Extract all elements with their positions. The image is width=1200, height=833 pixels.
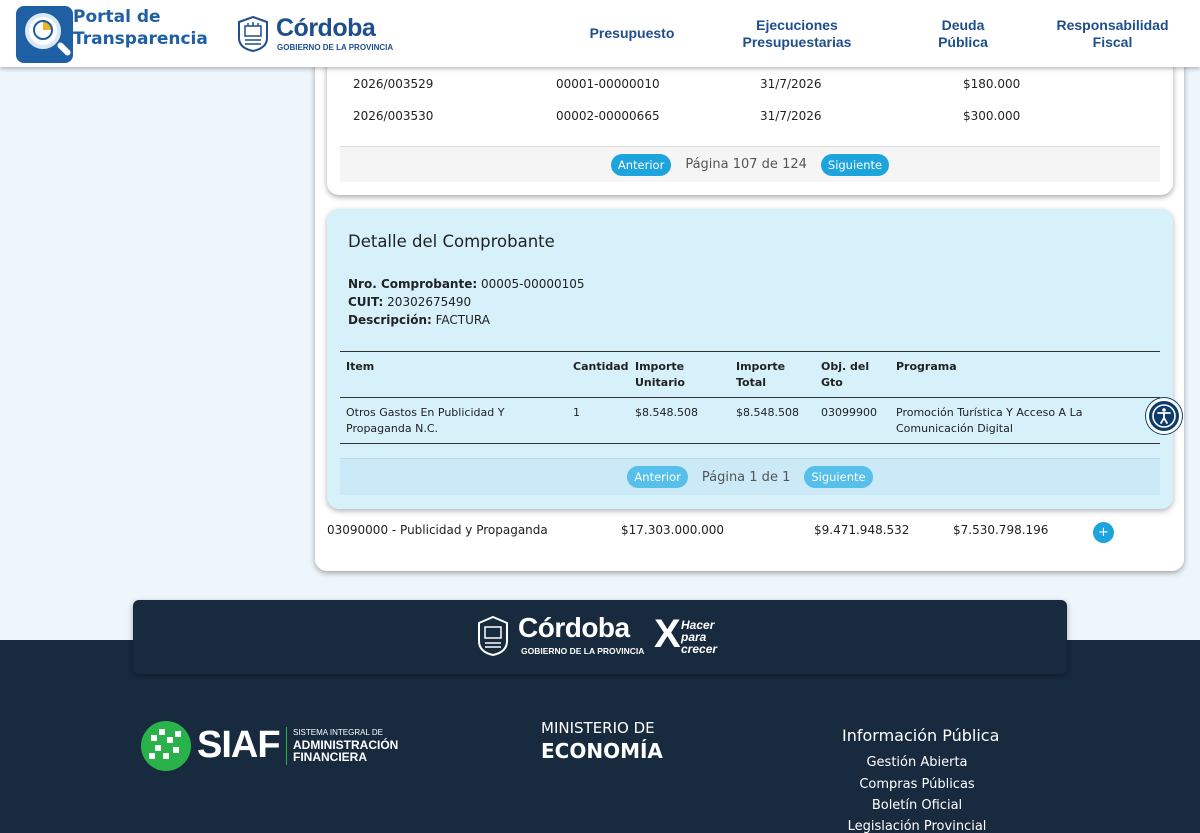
- footer-link-gestion-abierta[interactable]: Gestión Abierta: [866, 755, 968, 770]
- column-header-importe-unitario: Importe Unitario: [635, 360, 685, 389]
- siaf-line2: ADMINISTRACIÓN: [293, 738, 399, 752]
- nav-deuda-publica[interactable]: Deuda Pública: [938, 16, 988, 50]
- footer-link-legislacion-provincial[interactable]: Legislación Provincial: [847, 819, 987, 833]
- site-header: [0, 0, 1200, 67]
- summary-credito: $17.303.000.000: [621, 523, 725, 537]
- footer-link-boletin-oficial[interactable]: Boletín Oficial: [871, 798, 963, 813]
- accessibility-icon[interactable]: [1146, 398, 1182, 434]
- cordoba-crest-icon: [236, 16, 270, 52]
- list-pagination: [340, 146, 1160, 182]
- table-cell-obj: 03099900: [821, 406, 877, 419]
- detail-page-indicator: Página 1 de 1: [701, 469, 791, 485]
- detail-nro-comprobante: [348, 277, 585, 291]
- column-header-obj-gto: Obj. del Gto: [821, 360, 870, 389]
- siaf-line2-3: [293, 739, 398, 763]
- table-cell-comprobante: 00001-00000010: [556, 77, 660, 91]
- table-header-border: [340, 397, 1160, 398]
- table-cell-fecha: 31/7/2026: [760, 77, 822, 91]
- portal-logo-icon[interactable]: [16, 6, 73, 63]
- table-cell-unitario: $8.548.508: [635, 406, 698, 419]
- table-cell-expediente: 2026/003529: [353, 77, 434, 91]
- table-cell-comprobante: 00002-00000665: [556, 109, 660, 123]
- slogan-x-icon: X: [654, 612, 681, 656]
- footer-gov-name: Córdoba: [518, 612, 630, 643]
- nav-presupuesto[interactable]: Presupuesto: [589, 25, 675, 41]
- table-bottom-border: [340, 443, 1160, 444]
- gov-subtitle: GOBIERNO DE LA PROVINCIA: [277, 43, 394, 52]
- cuit-label: CUIT:: [348, 295, 384, 309]
- next-page-button[interactable]: Siguiente: [821, 154, 889, 176]
- page-indicator: Página 107 de 124: [685, 157, 807, 172]
- siaf-line1: SISTEMA INTEGRAL DE: [293, 728, 383, 737]
- detail-cuit: [348, 295, 471, 309]
- table-cell-cantidad: 1: [573, 406, 580, 419]
- detail-prev-page-button[interactable]: Anterior: [627, 466, 687, 488]
- nro-value: 00005-00000105: [480, 277, 585, 291]
- detail-title: Detalle del Comprobante: [348, 232, 555, 251]
- prev-page-button[interactable]: Anterior: [611, 154, 671, 176]
- column-header-programa: Programa: [896, 360, 957, 373]
- table-cell-total: $8.548.508: [736, 406, 799, 419]
- footer-link-compras-publicas[interactable]: Compras Públicas: [859, 777, 975, 792]
- column-header-importe-total: Importe Total: [736, 360, 786, 389]
- table-cell-item: Otros Gastos En Publicidad Y Propaganda N.C.: [346, 406, 505, 435]
- summary-ejecutado: $9.471.948.532: [814, 523, 910, 537]
- desc-value: FACTURA: [435, 313, 490, 327]
- ministerio-name: ECONOMÍA: [541, 739, 663, 763]
- detail-descripcion: [348, 313, 490, 327]
- column-header-cantidad: Cantidad: [573, 360, 629, 373]
- footer-banner: [133, 600, 1067, 674]
- info-publica-title: Información Pública: [842, 726, 1000, 745]
- cuit-value: 20302675490: [387, 295, 472, 309]
- detail-pagination: [340, 458, 1160, 495]
- table-cell-programa: Promoción Turística Y Acceso A La Comunicación Digital: [896, 406, 1083, 435]
- footer-gov-subtitle: GOBIERNO DE LA PROVINCIA: [521, 646, 645, 656]
- detail-next-page-button[interactable]: Siguiente: [804, 466, 872, 488]
- ministerio-label: MINISTERIO DE: [541, 719, 655, 737]
- cordoba-crest-icon: [476, 616, 510, 656]
- nav-responsabilidad-fiscal[interactable]: Responsabilidad Fiscal: [1056, 16, 1169, 50]
- footer-slogan: Hacer para crecer: [681, 618, 718, 656]
- siaf-line3: FINANCIERA: [293, 750, 367, 764]
- gov-name: Córdoba: [276, 14, 376, 42]
- siaf-separator: [286, 727, 287, 765]
- siaf-name: SIAF: [197, 724, 280, 766]
- desc-label: Descripción:: [348, 313, 432, 327]
- nro-label: Nro. Comprobante:: [348, 277, 478, 291]
- summary-saldo: $7.530.798.196: [953, 523, 1049, 537]
- table-top-border: [340, 351, 1160, 352]
- expand-button[interactable]: +: [1093, 522, 1114, 543]
- portal-title[interactable]: Portal de Transparencia: [73, 7, 208, 49]
- summary-concepto: 03090000 - Publicidad y Propaganda: [327, 523, 548, 537]
- table-cell-expediente: 2026/003530: [353, 109, 434, 123]
- table-cell-fecha: 31/7/2026: [760, 109, 822, 123]
- column-header-item: Item: [346, 360, 375, 373]
- siaf-logo-icon[interactable]: [141, 721, 191, 771]
- table-cell-importe: $300.000: [963, 109, 1021, 123]
- nav-ejecuciones-presupuestarias[interactable]: Ejecuciones Presupuestarias: [742, 16, 852, 50]
- table-cell-importe: $180.000: [963, 77, 1021, 91]
